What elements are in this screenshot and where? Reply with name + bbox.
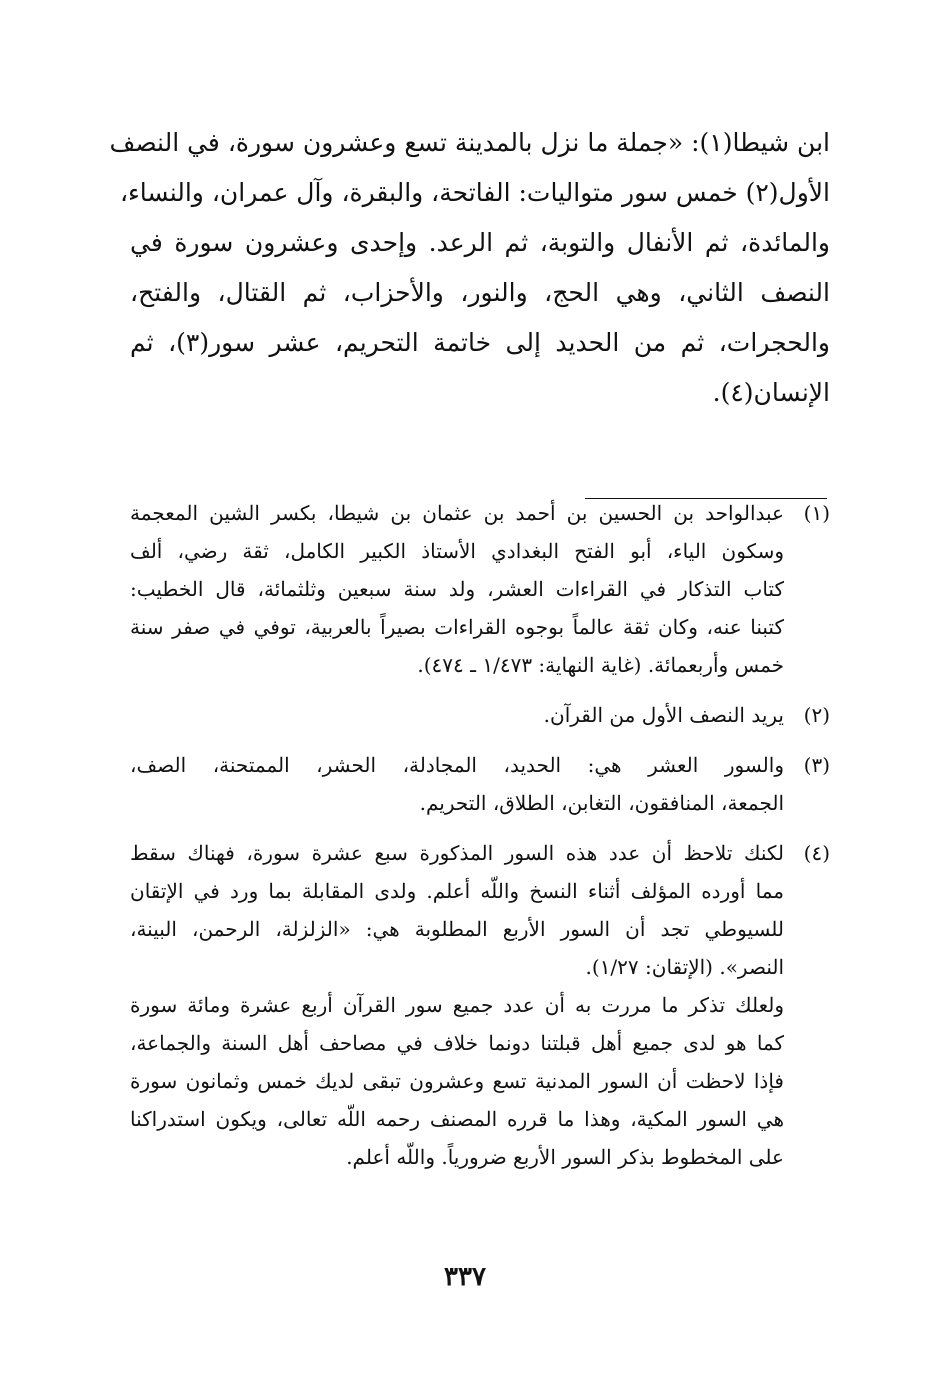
footnote-line: النصر». (الإتقان: ١/٢٧). <box>585 955 784 979</box>
footnote-line: يريد النصف الأول من القرآن. <box>543 703 784 727</box>
footnote-line: كما هو لدى جميع أهل قبلتنا دونما خلاف في مصاحف أهل السنة والجماعة، <box>130 1031 784 1055</box>
footnote-3 <box>130 746 830 822</box>
footnote-line: فإذا لاحظت أن السور المدنية تسع وعشرون تبقى لديك خمس وثمانون سورة <box>130 1069 784 1093</box>
main-text-line: ابن شيطا(١): «جملة ما نزل بالمدينة تسع وعشرون سورة، في النصف <box>109 128 830 157</box>
footnote-line: خمس وأربعمائة. (غاية النهاية: ١/٤٧٣ ـ ٤٧٤). <box>417 653 784 677</box>
footnotes <box>130 494 830 1188</box>
footnote-line: ولعلك تذكر ما مررت به أن عدد جميع سور القرآن أربع عشرة ومائة سورة <box>130 993 784 1017</box>
footnote-number: (١) <box>803 501 830 525</box>
footnote-number: (٢) <box>803 703 830 727</box>
footnote-line: مما أورده المؤلف أثناء النسخ واللّه أعلم. ولدى المقابلة بما ورد في الإتقان <box>130 879 784 903</box>
main-text-line: الإنسان(٤). <box>712 378 830 407</box>
footnote-line: والسور العشر هي: الحديد، المجادلة، الحشر، الممتحنة، الصف، <box>130 753 784 777</box>
footnote-line: للسيوطي تجد أن السور الأربع المطلوبة هي: «الزلزلة، الرحمن، البينة، <box>130 917 784 941</box>
main-text-line: النصف الثاني، وهي الحج، والنور، والأحزاب، ثم القتال، والفتح، <box>130 278 830 307</box>
footnote-line: لكنك تلاحظ أن عدد هذه السور المذكورة سبع عشرة سورة، فهناك سقط <box>130 841 784 865</box>
footnote-1 <box>130 494 830 684</box>
footnote-line: عبدالواحد بن الحسين بن أحمد بن عثمان بن شيطا، بكسر الشين المعجمة <box>130 501 784 525</box>
main-text-line: والمائدة، ثم الأنفال والتوبة، ثم الرعد. وإحدى وعشرون سورة في <box>130 228 830 257</box>
main-text-line: والحجرات، ثم من الحديد إلى خاتمة التحريم، عشر سور(٣)، ثم <box>130 328 830 357</box>
footnote-2 <box>130 696 830 734</box>
footnote-line: كتبنا عنه، وكان ثقة عالماً بوجوه القراءات بصيراً بالعربية، توفي في صفر سنة <box>130 615 784 639</box>
footnote-line: هي السور المكية، وهذا ما قرره المصنف رحمه اللّه تعالى، ويكون استدراكنا <box>130 1107 784 1131</box>
footnote-number: (٤) <box>803 841 830 865</box>
page-number: ٣٣٧ <box>444 1262 486 1292</box>
footnote-line: الجمعة، المنافقون، التغابن، الطلاق، التحريم. <box>419 791 784 815</box>
footnote-4 <box>130 834 830 1176</box>
footnote-line: على المخطوط بذكر السور الأربع ضرورياً. واللّه أعلم. <box>346 1145 784 1169</box>
footnote-line: كتاب التذكار في القراءات العشر، ولد سنة سبعين وثلثمائة، قال الخطيب: <box>130 577 784 601</box>
main-text-line: الأول(٢) خمس سور متواليات: الفاتحة، والبقرة، وآل عمران، والنساء، <box>119 178 830 207</box>
footnote-line: وسكون الياء، أبو الفتح البغدادي الأستاذ الكبير الكامل، ثقة رضي، ألف <box>130 539 784 563</box>
main-text <box>109 118 830 418</box>
footnote-number: (٣) <box>803 753 830 777</box>
footnote-continuation <box>130 986 784 1176</box>
